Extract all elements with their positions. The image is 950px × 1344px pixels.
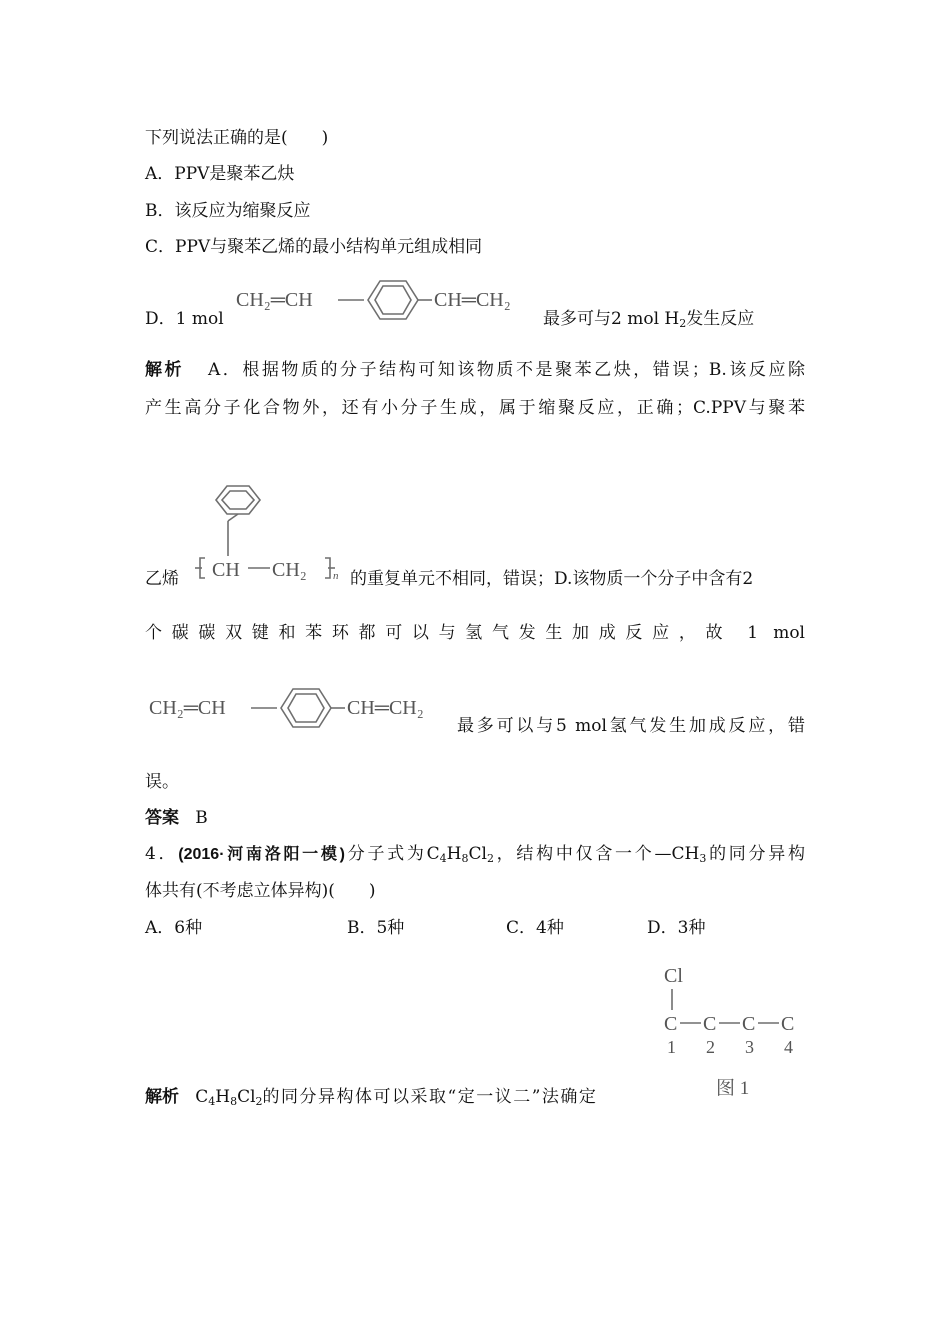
analysis-line-2: 产生高分子化合物外，还有小分子生成，属于缩聚反应，正确；C.PPV与聚苯	[145, 398, 805, 418]
aq4-sub-3: 2	[255, 1095, 263, 1108]
analysis-q4-line	[145, 1085, 597, 1109]
fig-n1: 1	[667, 1037, 676, 1057]
q4-sub-3: 2	[486, 852, 494, 865]
q4-sub-1: 4	[439, 852, 447, 865]
answer-label: 答案	[145, 808, 179, 828]
analysis-line-6: 误。	[145, 772, 179, 792]
aq4-text-b: H	[215, 1087, 231, 1107]
struct-left-group: CH₂═CH	[236, 289, 313, 311]
fig-n4: 4	[784, 1037, 793, 1057]
divinylbenzene-structure-1	[234, 280, 539, 324]
q4-text-b: H	[446, 844, 462, 864]
question-4-option-b: B．5种	[347, 918, 405, 938]
option-d-prefix: D．1 mol	[145, 309, 224, 329]
option-b: B．该反应为缩聚反应	[145, 201, 311, 221]
analysis-line-5-suffix: 最多可以与5 mol氢气发生加成反应，错	[457, 716, 805, 736]
aq4-sub-1: 4	[208, 1095, 216, 1108]
q4-text-c: Cl	[468, 844, 487, 864]
question-4-line-2: 体共有(不考虑立体异构)( )	[145, 881, 376, 901]
q4-sub-2: 8	[461, 852, 469, 865]
analysis-label: 解析	[145, 360, 185, 380]
polystyrene-structure	[192, 486, 348, 586]
question-4-option-d: D．3种	[647, 918, 706, 938]
poly-ch2: CH₂	[272, 559, 307, 581]
poly-n: n	[333, 570, 339, 582]
q4-text-a: 分子式为C	[344, 844, 440, 864]
q4-sub-4: 3	[699, 852, 707, 865]
question-4-source: (2016·河南洛阳一模)	[178, 846, 345, 863]
fig-n2: 2	[706, 1037, 715, 1057]
fig-c1: C	[664, 1013, 678, 1035]
option-d-text-a: 最多可与2 mol H	[543, 309, 680, 329]
analysis-line-4: 个碳碳双键和苯环都可以与氢气发生加成反应，故 1 mol	[145, 623, 805, 643]
poly-ch: CH	[212, 559, 240, 581]
aq4-text-d: 的同分异构体可以采取“定一议二”法确定	[262, 1087, 598, 1107]
aq4-text-a: C	[195, 1087, 209, 1107]
analysis-line-3-prefix: 乙烯	[145, 569, 179, 589]
question-4-option-a: A．6种	[145, 918, 203, 938]
analysis-line-3-suffix: 的重复单元不相同，错误；D.该物质一个分子中含有2	[350, 569, 754, 589]
option-a: A．PPV是聚苯乙炔	[145, 164, 295, 184]
option-d-text-b: 发生反应	[686, 309, 755, 329]
fig-c4: C	[781, 1013, 795, 1035]
q4-text-e: 的同分异构	[706, 844, 805, 864]
question-4-line-1	[145, 842, 805, 867]
question-4-number: 4．	[145, 844, 179, 864]
aq4-text-c: Cl	[237, 1087, 256, 1107]
struct2-right-group: CH═CH₂	[347, 697, 424, 719]
question-stem: 下列说法正确的是( )	[145, 128, 329, 148]
struct2-left-group: CH₂═CH	[149, 697, 226, 719]
aq4-sub-2: 8	[230, 1095, 238, 1108]
q4-text-d: ，结构中仅含一个—CH	[493, 844, 700, 864]
option-d-suffix	[543, 307, 754, 331]
answer-value: B	[195, 808, 208, 828]
option-d-sub: 2	[679, 317, 687, 330]
fig-c3: C	[742, 1013, 756, 1035]
analysis-q4-label: 解析	[145, 1087, 179, 1107]
analysis-text-1: A．根据物质的分子结构可知该物质不是聚苯乙炔，错误；B.该反应除	[207, 360, 805, 380]
option-c: C．PPV与聚苯乙烯的最小结构单元组成相同	[145, 237, 483, 257]
analysis-line-1	[145, 358, 805, 382]
struct-right-group: CH═CH₂	[434, 289, 511, 311]
fig-c2: C	[703, 1013, 717, 1035]
question-4-option-c: C．4种	[506, 918, 564, 938]
fig-cl: Cl	[664, 965, 683, 987]
fig-caption: 图 1	[716, 1078, 750, 1099]
fig-n3: 3	[745, 1037, 754, 1057]
figure-1	[660, 960, 810, 1100]
answer-line	[145, 806, 208, 830]
divinylbenzene-structure-2	[147, 688, 452, 732]
